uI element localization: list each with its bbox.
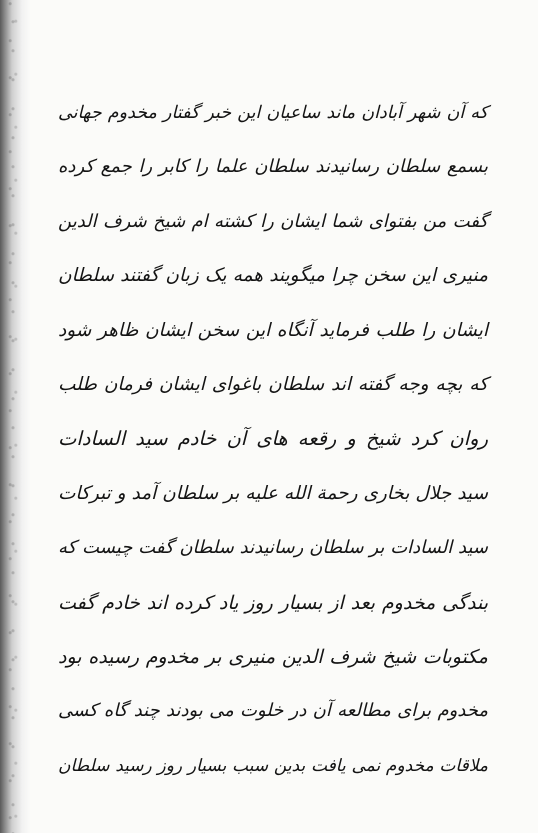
text-line: گفت من بفتوای شما ایشان را کشته ام شیخ شرف الدین [58,210,488,232]
handwritten-text-block [58,86,488,793]
text-line: بسمع سلطان رسانیدند سلطان علما را کابر را جمع کرده [58,156,488,178]
text-line: منیری این سخن چرا میگویند همه یک زبان گفتند سلطان [58,265,488,287]
text-line: مخدوم برای مطالعه آن در خلوت می بودند چند گاه کسی [58,700,488,722]
text-line: ملاقات مخدوم نمی یافت بدین سبب بسیار روز رسید سلطان [58,755,488,776]
text-line: ایشان را طلب فرماید آنگاه این سخن ایشان ظاهر شود [58,319,488,341]
text-line: بندگی مخدوم بعد از بسیار روز یاد کرده اند خادم گفت [58,591,488,614]
text-line: روان کرد شیخ و رقعه های آن خادم سید السادات [58,427,488,451]
text-line: مکتوبات شیخ شرف الدین منیری بر مخدوم رسیده بود [58,645,488,668]
text-line: که آن شهر آبادان ماند ساعیان این خبر گفتار مخدوم جهانی [58,103,488,123]
scan-edge-speckle [6,0,20,833]
text-line: سید السادات بر سلطان رسانیدند سلطان گفت چیست که [58,537,488,559]
text-line: سید جلال بخاری رحمة الله علیه بر سلطان آمد و تبرکات [58,482,488,504]
text-line: که بچه وجه گفته اند سلطان باغوای ایشان فرمان طلب [58,373,488,395]
